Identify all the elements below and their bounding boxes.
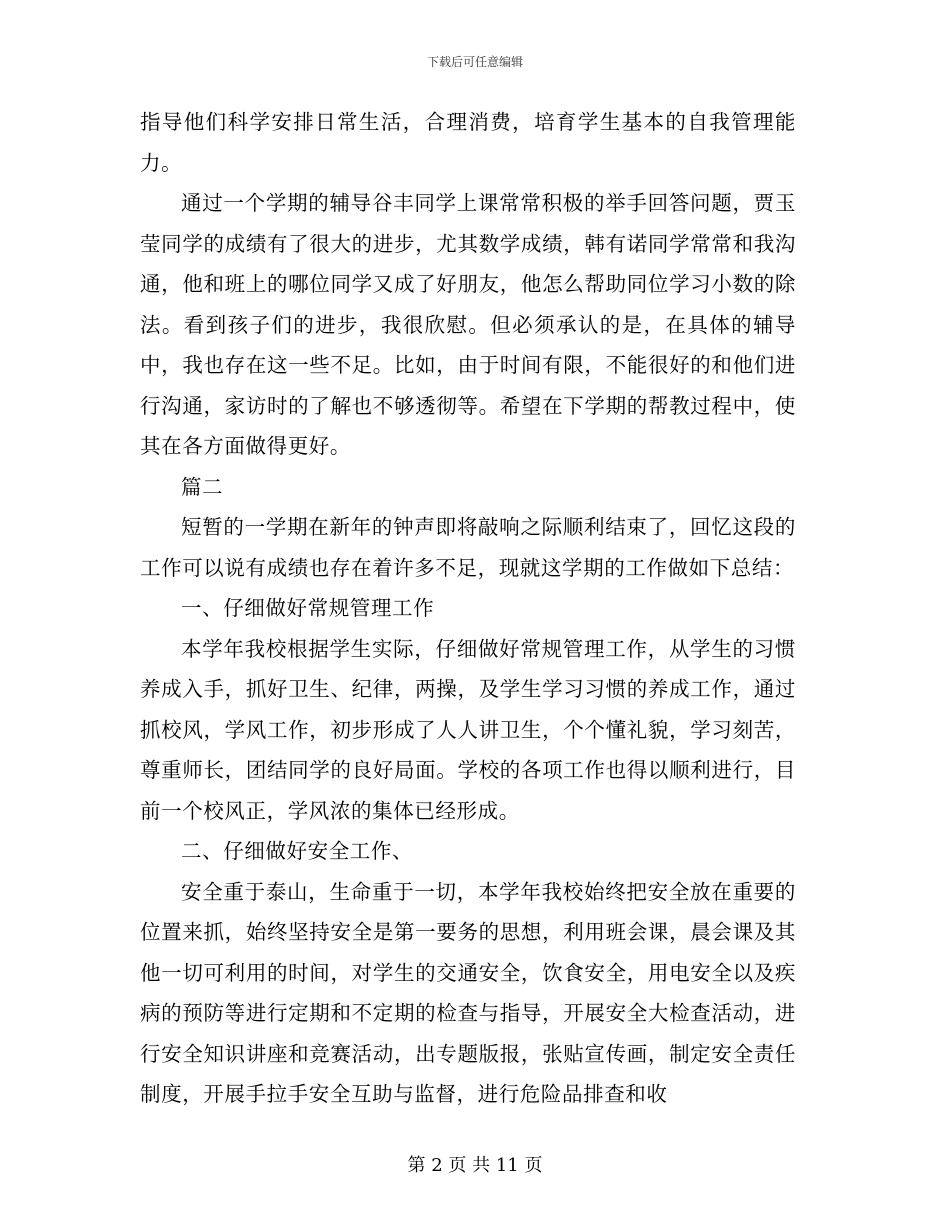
page-number-footer: 第 2 页 共 11 页 — [407, 1155, 543, 1176]
paragraph: 安全重于泰山，生命重于一切，本学年我校始终把安全放在重要的位置来抓，始终坚持安全是第一要务的思想，利用班会课，晨会课及其他一切可利用的时间，对学生的交通安全，饮食安全，用电安全以及疾病的预防等进行定期和不定期的检查与指导，开展安全大检查活动，进行安全知识讲座和竞赛活动，出专题版报，张贴宣传画，制定安全责任制度，开展手拉手安全互助与监督，进行危险品排查和收 — [140, 879, 796, 1106]
section-heading: 篇二 — [181, 474, 224, 499]
paragraph: 本学年我校根据学生实际，仔细做好常规管理工作，从学生的习惯养成入手，抓好卫生、纪律，两操，及学生学习习惯的养成工作，通过抓校风，学风工作，初步形成了人人讲卫生，个个懂礼貌，学习刻苦，尊重师长，团结同学的良好局面。学校的各项工作也得以顺利进行，目前一个校风正，学风浓的集体已经形成。 — [140, 636, 796, 823]
document-body — [140, 102, 796, 1115]
paragraph: 通过一个学期的辅导谷丰同学上课常常积极的举手回答问题，贾玉莹同学的成绩有了很大的进步，尤其数学成绩，韩有诺同学常常和我沟通，他和班上的哪位同学又成了好朋友，他怎么帮助同位学习小数的除法。看到孩子们的进步，我很欣慰。但必须承认的是，在具体的辅导中，我也存在这一些不足。比如，由于时间有限，不能很好的和他们进行沟通，家访时的了解也不够透彻等。希望在下学期的帮教过程中，使其在各方面做得更好。 — [140, 191, 796, 458]
paragraph: 短暂的一学期在新年的钟声即将敲响之际顺利结束了，回忆这段的工作可以说有成绩也存在着许多不足，现就这学期的工作做如下总结： — [140, 515, 796, 580]
section-heading: 一、仔细做好常规管理工作 — [181, 596, 435, 620]
paragraph: 指导他们科学安排日常生活，合理消费，培育学生基本的自我管理能力。 — [140, 110, 796, 175]
section-heading: 二、仔细做好安全工作、 — [181, 839, 414, 863]
page-header: 下载后可任意编辑 — [426, 55, 523, 69]
